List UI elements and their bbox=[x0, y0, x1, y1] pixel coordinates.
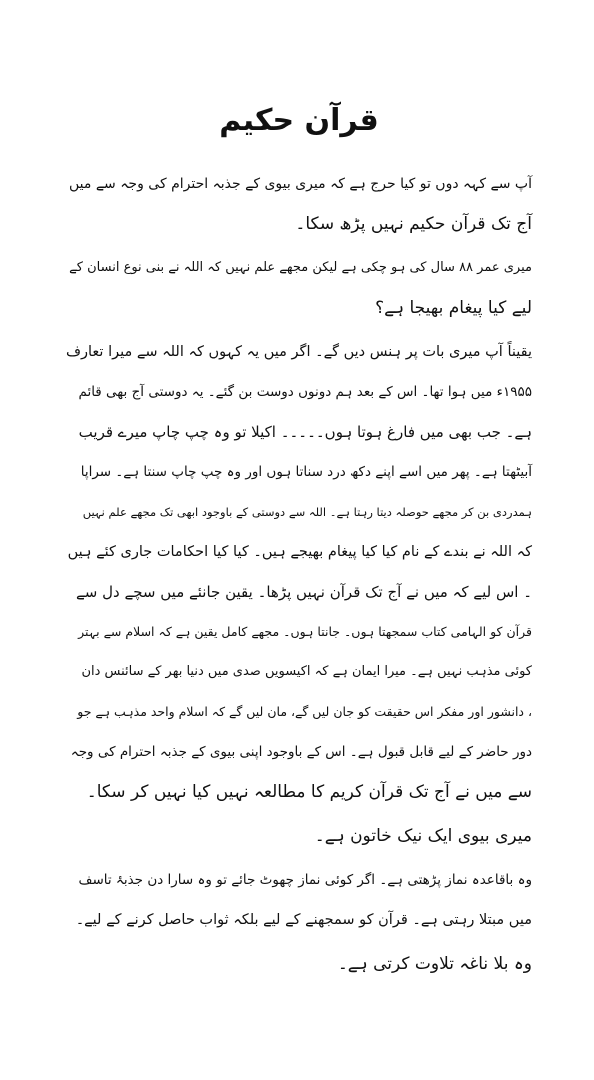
paragraph bbox=[66, 860, 532, 940]
text-line: آبیٹھتا ہے۔ پھر میں اسے اپنے دکھ درد سناتا ہوں اور وہ چپ چاپ سنتا ہے۔ سراپا bbox=[80, 464, 532, 480]
text-line: ، دانشور اور مفکر اس حقیقت کو جان لیں گے، مان لیں گے کہ اسلام واحد مذہب ہے جو bbox=[77, 704, 532, 719]
paragraph bbox=[66, 164, 532, 244]
text-line: وہ باقاعدہ نماز پڑھتی ہے۔ اگر کوئی نماز چھوٹ جائے تو وہ سارا دن جذبۂ تاسف bbox=[78, 872, 532, 888]
paragraph bbox=[66, 816, 532, 856]
text-line: میری بیوی ایک نیک خاتون ہے۔ bbox=[314, 826, 532, 846]
text-line: ۱۹۵۵ء میں ہوا تھا۔ اس کے بعد ہم دونوں دوست بن گئے۔ یہ دوستی آج بھی قائم bbox=[78, 384, 532, 400]
page-title: قرآن حکیم bbox=[219, 103, 379, 138]
text-line: کوئی مذہب نہیں ہے۔ میرا ایمان ہے کہ اکیسویں صدی میں دنیا بھر کے سائنس دان bbox=[81, 664, 532, 679]
text-line: میری عمر ۸۸ سال کی ہو چکی ہے لیکن مجھے علم نہیں کہ اللہ نے بنی نوع انسان کے bbox=[69, 260, 532, 275]
text-line: کہ اللہ نے بندے کے نام کیا کیا پیغام بھیجے ہیں۔ کیا کیا احکامات جاری کئے ہیں bbox=[67, 544, 532, 560]
paragraph bbox=[66, 332, 532, 812]
text-line: آپ سے کہہ دوں تو کیا حرج ہے کہ میری بیوی کے جذبہ احترام کی وجہ سے میں bbox=[69, 176, 532, 192]
text-line: لیے کیا پیغام بھیجا ہے؟ bbox=[375, 298, 532, 318]
paragraph bbox=[66, 248, 532, 328]
text-line: ہمدردی بن کر مجھے حوصلہ دیتا رہتا ہے۔ اللہ سے دوستی کے باوجود ابھی تک مجھے علم نہیں bbox=[82, 505, 532, 519]
text-line: سے میں نے آج تک قرآن کریم کا مطالعہ نہیں کیا نہیں کر سکا۔ bbox=[86, 782, 532, 802]
body-text bbox=[66, 164, 532, 984]
paragraph bbox=[66, 944, 532, 984]
text-line: میں مبتلا رہتی ہے۔ قرآن کو سمجھنے کے لیے بلکہ ثواب حاصل کرنے کے لیے۔ bbox=[75, 912, 532, 928]
text-line: ہے۔ جب بھی میں فارغ ہوتا ہوں۔۔۔۔۔ اکیلا تو وہ چپ چاپ میرے قریب bbox=[78, 423, 532, 441]
text-line: ۔ اس لیے کہ میں نے آج تک قرآن نہیں پڑھا۔ یقین جانئے میں سچے دل سے bbox=[75, 583, 532, 601]
text-line: دور حاضر کے لیے قابل قبول ہے۔ اس کے باوجود اپنی بیوی کے جذبہ احترام کی وجہ bbox=[70, 744, 532, 760]
text-line: آج تک قرآن حکیم نہیں پڑھ سکا۔ bbox=[295, 214, 532, 234]
text-line: یقیناً آپ میری بات پر ہنس دیں گے۔ اگر میں یہ کہوں کہ اللہ سے میرا تعارف bbox=[65, 344, 532, 360]
text-line: وہ بلا ناغہ تلاوت کرتی ہے۔ bbox=[337, 954, 532, 974]
text-line: قرآن کو الہامی کتاب سمجھتا ہوں۔ جانتا ہوں۔ مجھے کامل یقین ہے کہ اسلام سے بہتر bbox=[78, 624, 532, 639]
